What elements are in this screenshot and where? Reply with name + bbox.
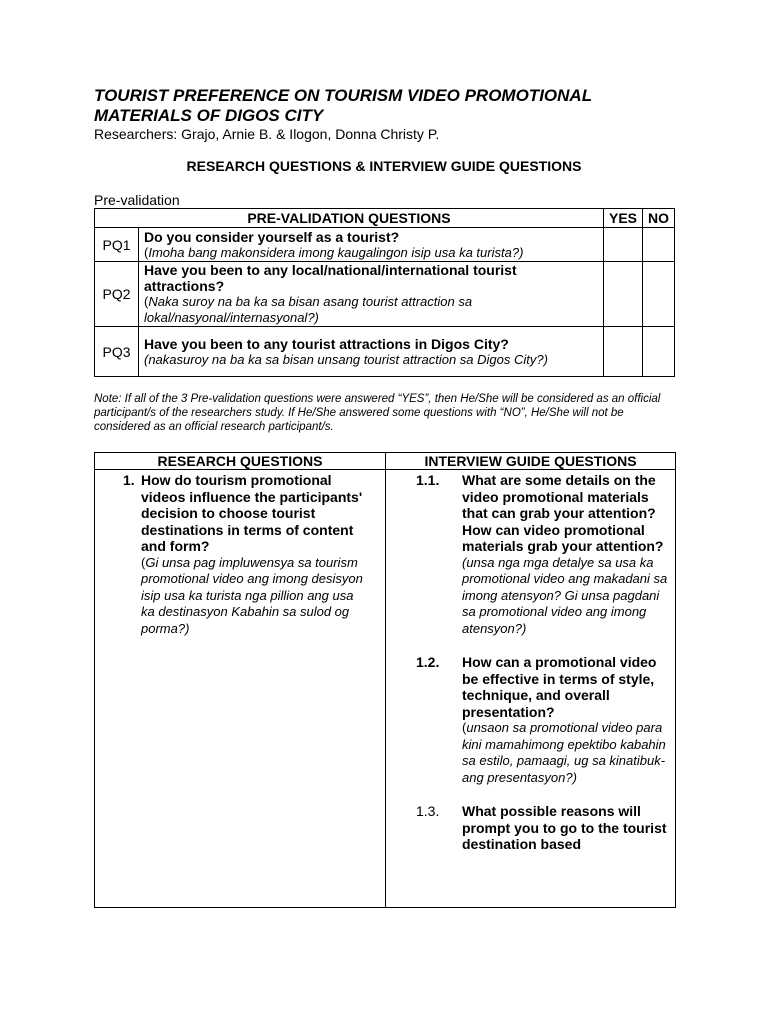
question-code: PQ2 [95,262,139,327]
research-question-text: How do tourism promotional videos influence the participants' decision to choose tourist destinations in terms of content and form? [141,472,363,554]
research-body-row [95,470,676,908]
prevalidation-label: Pre-validation [94,192,180,208]
interview-question-text: How can a promotional video be effective in terms of style, technique, and overall presentation? [462,654,657,720]
interview-question-text: What are some details on the video promotional materials that can grab your attention? How can video promotional materials grab your attention? [462,472,664,554]
yes-checkbox-cell[interactable] [603,262,642,327]
interview-question-item [386,803,675,853]
research-header-row [95,453,676,470]
document-title: TOURIST PREFERENCE ON TOURISM VIDEO PROMOTIONAL MATERIALS OF DIGOS CITY [94,86,592,125]
interview-question-translation: unsaon sa promotional video para kini mamahimong epektibo kabahin sa estilo, pamaagi, ug sa kinatibuk-ang presentasyon?) [462,720,666,785]
question-text: Do you consider yourself as a tourist? [144,228,400,245]
no-header: NO [643,209,675,228]
research-question-number: 1. [123,472,135,488]
no-checkbox-cell[interactable] [643,228,675,262]
question-text: Have you been to any tourist attractions in Digos City? [144,335,509,352]
interview-guide-header: INTERVIEW GUIDE QUESTIONS [386,453,676,470]
question-cell [139,327,604,377]
question-code: PQ1 [95,228,139,262]
prevalidation-note: Note: If all of the 3 Pre-validation questions were answered “YES”, then He/She will be considered as an official participant/s of the researchers study. If He/She answered some questions with “NO”, He/She will not be considered as an official research participant/s. [94,393,661,433]
paren-open: ( [144,244,149,260]
interview-question-item [386,654,675,786]
paren-open: ( [462,720,467,735]
research-question-translation: Gi unsa pag impluwensya sa tourism promotional video ang imong desisyon isip usa ka turista nga pillion ang usa ka destinasyon Kabahin sa sulod og porma?) [141,554,363,636]
prevalidation-table [94,208,675,377]
prevalidation-row [95,262,675,327]
question-translation: (nakasuroy na ba ka sa bisan unsang tourist attraction sa Digos City?) [144,351,548,367]
researchers-line: Researchers: Grajo, Arnie B. & Ilogon, Donna Christy P. [94,126,440,142]
question-cell [139,262,604,327]
research-question-item [95,470,385,637]
prevalidation-row [95,327,675,377]
yes-checkbox-cell[interactable] [603,327,642,377]
prevalidation-row [95,228,675,262]
yes-checkbox-cell[interactable] [603,228,642,262]
interview-question-number: 1.3. [416,803,440,819]
no-checkbox-cell[interactable] [643,327,675,377]
yes-header: YES [603,209,642,228]
research-question-cell [95,470,386,908]
question-translation: Naka suroy na ba ka sa bisan asang tourist attraction sa lokal/nasyonal/internasyonal?) [144,294,473,325]
question-cell [139,228,604,262]
paren-open: ( [144,294,149,309]
interview-question-number: 1.1. [416,472,440,488]
research-questions-header: RESEARCH QUESTIONS [95,453,386,470]
prevalidation-questions-header: PRE-VALIDATION QUESTIONS [95,209,604,228]
interview-question-number: 1.2. [416,654,440,670]
interview-question-item [386,470,675,637]
research-questions-table [94,452,676,908]
interview-questions-cell [386,470,676,908]
question-translation: Imoha bang makonsidera imong kaugalingon isip usa ka turista?) [148,244,524,260]
paren-open: ( [141,554,146,570]
question-text: Have you been to any local/national/international tourist attractions? [144,262,517,294]
question-code: PQ3 [95,327,139,377]
interview-question-translation: (unsa nga mga detalye sa usa ka promotional video ang makadani sa imong atensyon? Gi unsa pagdani sa promotional video ang imong atensyon?) [462,554,668,636]
no-checkbox-cell[interactable] [643,262,675,327]
section-heading: RESEARCH QUESTIONS & INTERVIEW GUIDE QUESTIONS [186,158,582,174]
interview-question-text: What possible reasons will prompt you to go to the tourist destination based [462,803,667,852]
prevalidation-header-row [95,209,675,228]
